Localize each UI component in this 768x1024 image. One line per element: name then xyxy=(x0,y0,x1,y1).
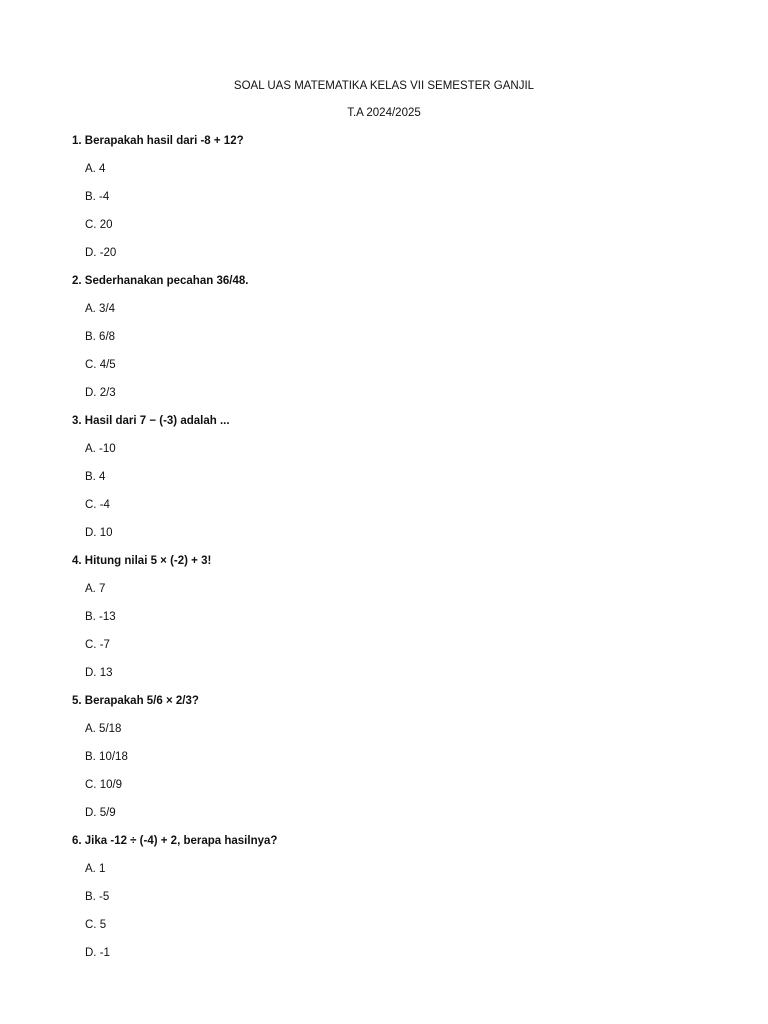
option-d: D. 13 xyxy=(85,667,113,679)
option-c: C. -7 xyxy=(85,639,110,651)
question-4 xyxy=(72,553,692,693)
option-b: B. -4 xyxy=(85,191,110,203)
question-text: 5. Berapakah 5/6 × 2/3? xyxy=(72,695,199,707)
option-a: A. 4 xyxy=(85,163,106,175)
question-text: 4. Hitung nilai 5 × (-2) + 3! xyxy=(72,555,212,567)
option-b: B. 6/8 xyxy=(85,331,116,343)
option-b: B. -13 xyxy=(85,611,116,623)
question-text: 3. Hasil dari 7 − (-3) adalah ... xyxy=(72,415,230,427)
question-6 xyxy=(72,833,692,973)
question-text: 2. Sederhanakan pecahan 36/48. xyxy=(72,275,249,287)
option-c: C. 5 xyxy=(85,919,107,931)
option-a: A. 3/4 xyxy=(85,303,116,315)
option-d: D. 5/9 xyxy=(85,807,116,819)
question-3 xyxy=(72,413,692,553)
option-d: D. -1 xyxy=(85,947,110,959)
document-subtitle: T.A 2024/2025 xyxy=(347,107,421,119)
question-list xyxy=(72,133,692,973)
question-text: 1. Berapakah hasil dari -8 + 12? xyxy=(72,135,244,147)
document-title: SOAL UAS MATEMATIKA KELAS VII SEMESTER GANJIL xyxy=(233,80,535,92)
option-d: D. 2/3 xyxy=(85,387,116,399)
option-c: C. -4 xyxy=(85,499,110,511)
option-a: A. 7 xyxy=(85,583,106,595)
question-1 xyxy=(72,133,692,273)
option-b: B. -5 xyxy=(85,891,110,903)
question-2 xyxy=(72,273,692,413)
option-c: C. 20 xyxy=(85,219,113,231)
option-a: A. 1 xyxy=(85,863,106,875)
question-text: 6. Jika -12 ÷ (-4) + 2, berapa hasilnya? xyxy=(72,835,278,847)
option-c: C. 4/5 xyxy=(85,359,116,371)
option-c: C. 10/9 xyxy=(85,779,123,791)
option-b: B. 10/18 xyxy=(85,751,128,763)
option-b: B. 4 xyxy=(85,471,106,483)
option-a: A. -10 xyxy=(85,443,116,455)
option-a: A. 5/18 xyxy=(85,723,122,735)
question-5 xyxy=(72,693,692,833)
option-d: D. 10 xyxy=(85,527,113,539)
option-d: D. -20 xyxy=(85,247,117,259)
